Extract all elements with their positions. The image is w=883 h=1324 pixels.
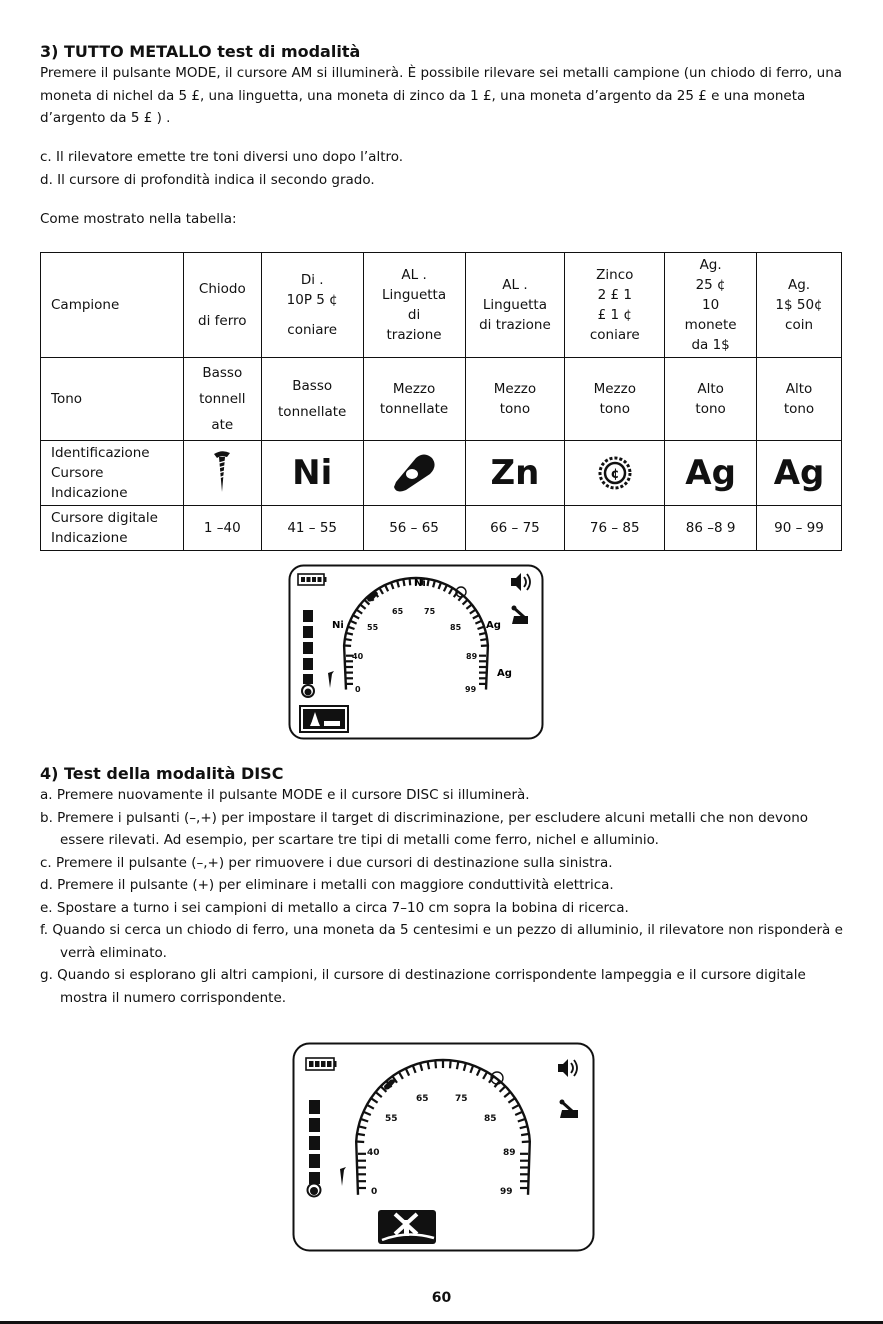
range-cell: 41 – 55 bbox=[261, 506, 363, 551]
tone-cell: Mezzo tono bbox=[565, 358, 665, 441]
sample-cell: AL . Linguetta di trazione bbox=[363, 253, 465, 358]
arc-tick bbox=[435, 1060, 436, 1068]
scale-label: 85 bbox=[450, 623, 462, 632]
nail-icon bbox=[183, 441, 261, 506]
range-cell: 1 –40 bbox=[183, 506, 261, 551]
arc-tick bbox=[450, 1060, 451, 1068]
scale-label: 40 bbox=[352, 652, 364, 661]
list-item: g. Quando si esplorano gli altri campioni, il cursore di destinazione corrispondente lampeggia e il cursore digitale mostra il numero corrispondente. bbox=[40, 967, 806, 1006]
arc-tick bbox=[346, 633, 353, 635]
list-item: d. Il cursore di profondità indica il secondo grado. bbox=[40, 171, 375, 188]
sample-cell: Chiodo di ferro bbox=[183, 253, 261, 358]
arc-tick bbox=[480, 639, 487, 640]
row-label-sample: Campione bbox=[41, 253, 184, 358]
disc-mode-icon bbox=[378, 1210, 436, 1244]
tone-cell: Basso tonnell ate bbox=[183, 358, 261, 441]
list-item: c. Premere il pulsante (–,+) per rimuovere i due cursori di destinazione sulla sinistra. bbox=[40, 854, 613, 871]
scale-label: 55 bbox=[385, 1114, 398, 1124]
section3-title: 3) TUTTO METALLO test di modalità bbox=[40, 42, 361, 61]
list-item: b. Premere i pulsanti (–,+) per impostare il target di discriminazione, per escludere alcuni metalli che non devono essere rilevati. Ad esempio, per scartare tre tipi di metalli come ferro, nichel e alluminio. bbox=[40, 809, 809, 848]
scale-label: 0 bbox=[355, 685, 361, 694]
sample-cell: Ag. 1$ 50¢ coin bbox=[757, 253, 842, 358]
sample-cell: Zinco 2 £ 1 £ 1 ¢ coniare bbox=[565, 253, 665, 358]
sample-cell: Ag. 25 ¢ 10 monete da 1$ bbox=[665, 253, 757, 358]
coin-icon bbox=[565, 441, 665, 506]
scale-label: 75 bbox=[424, 607, 436, 616]
tone-cell: Alto tono bbox=[665, 358, 757, 441]
page-number: 60 bbox=[431, 1290, 452, 1306]
scale-label: 75 bbox=[455, 1094, 468, 1104]
scale-label: 89 bbox=[503, 1148, 516, 1158]
section3-intro: Premere il pulsante MODE, il cursore AM si illuminerà. È possibile rilevare sei metalli campione (un chiodo di ferro, una moneta di nichel da 5 £, una linguetta, una moneta di zinco da 1 £, una moneta d’argento da 25 £ e una moneta d’argento da 5 £ ) . bbox=[40, 65, 843, 126]
arc-tick bbox=[521, 1134, 529, 1135]
arc-tick bbox=[357, 1134, 365, 1135]
symbol-ag: Ag bbox=[757, 441, 842, 506]
range-cell: 66 – 75 bbox=[465, 506, 565, 551]
symbol-ni: Ni bbox=[261, 441, 363, 506]
scale-label: 85 bbox=[484, 1114, 497, 1124]
display-label-ni: Ni bbox=[332, 620, 344, 631]
arc-tick bbox=[457, 1061, 459, 1069]
scale-label: 40 bbox=[367, 1148, 380, 1158]
display-label-ag: Ag bbox=[486, 620, 501, 631]
sample-cell: Di . 10P 5 ¢ coniare bbox=[261, 253, 363, 358]
pull-tab-icon bbox=[363, 441, 465, 506]
section3-list bbox=[40, 146, 850, 191]
list-item: c. Il rilevatore emette tre toni diversi uno dopo l’altro. bbox=[40, 149, 404, 165]
arc-tick bbox=[428, 1061, 430, 1069]
tone-cell: Mezzo tono bbox=[465, 358, 565, 441]
list-item: a. Premere nuovamente il pulsante MODE e il cursore DISC si illuminerà. bbox=[40, 787, 530, 803]
arc-tick bbox=[403, 579, 404, 586]
display-frame bbox=[294, 1044, 594, 1251]
display-label-ag: Ag bbox=[497, 668, 512, 679]
all-metal-mode-icon bbox=[300, 706, 348, 732]
row-label-cursor: Identificazione Cursore Indicazione bbox=[41, 441, 184, 506]
row-label-tone: Tono bbox=[41, 358, 184, 441]
table-row-sample bbox=[41, 253, 842, 358]
tone-cell: Mezzo tonnellate bbox=[363, 358, 465, 441]
scale-label: 65 bbox=[392, 607, 404, 616]
symbol-zn: Zn bbox=[465, 441, 565, 506]
list-item: e. Spostare a turno i sei campioni di metallo a circa 7–10 cm sopra la bobina di ricerca. bbox=[40, 899, 629, 916]
arc-tick bbox=[522, 1142, 530, 1143]
scale-label: 89 bbox=[466, 652, 478, 661]
section4-title: 4) Test della modalità DISC bbox=[40, 764, 284, 783]
table-row-digital bbox=[41, 506, 842, 551]
arc-tick bbox=[410, 578, 411, 585]
arc-tick bbox=[479, 633, 486, 635]
scale-label: 99 bbox=[500, 1187, 513, 1197]
tone-cell: Basso tonnellate bbox=[261, 358, 363, 441]
row-label-digital: Cursore digitale Indicazione bbox=[41, 506, 184, 551]
tone-cell: Alto tono bbox=[757, 358, 842, 441]
scale-label: 0 bbox=[371, 1187, 378, 1197]
table-row-cursor bbox=[41, 441, 842, 506]
section4-list bbox=[40, 784, 850, 1009]
range-cell: 56 – 65 bbox=[363, 506, 465, 551]
symbol-ag: Ag bbox=[665, 441, 757, 506]
lcd-display-disc bbox=[292, 1042, 595, 1252]
tone-table bbox=[40, 252, 842, 551]
list-item: d. Premere il pulsante (+) per eliminare i metalli con maggiore conduttività elettrica. bbox=[40, 877, 614, 893]
lcd-display-all-metal bbox=[288, 564, 544, 740]
list-item: f. Quando si cerca un chiodo di ferro, una moneta da 5 centesimi e un pezzo di alluminio, il rilevatore non risponderà e verrà eliminato. bbox=[40, 922, 843, 961]
range-cell: 76 – 85 bbox=[565, 506, 665, 551]
arc-tick bbox=[428, 579, 429, 586]
range-cell: 90 – 99 bbox=[757, 506, 842, 551]
arc-tick bbox=[345, 639, 352, 640]
scale-label: 99 bbox=[465, 685, 477, 694]
svg-text:¢: ¢ bbox=[610, 467, 620, 482]
table-row-tone bbox=[41, 358, 842, 441]
table-intro: Come mostrato nella tabella: bbox=[40, 211, 237, 227]
sample-cell: AL . Linguetta di trazione bbox=[465, 253, 565, 358]
arc-tick bbox=[356, 1142, 364, 1143]
range-cell: 86 –8 9 bbox=[665, 506, 757, 551]
display-label-ni: Ni bbox=[414, 578, 426, 589]
scale-label: 65 bbox=[416, 1094, 429, 1104]
scale-label: 55 bbox=[367, 623, 379, 632]
